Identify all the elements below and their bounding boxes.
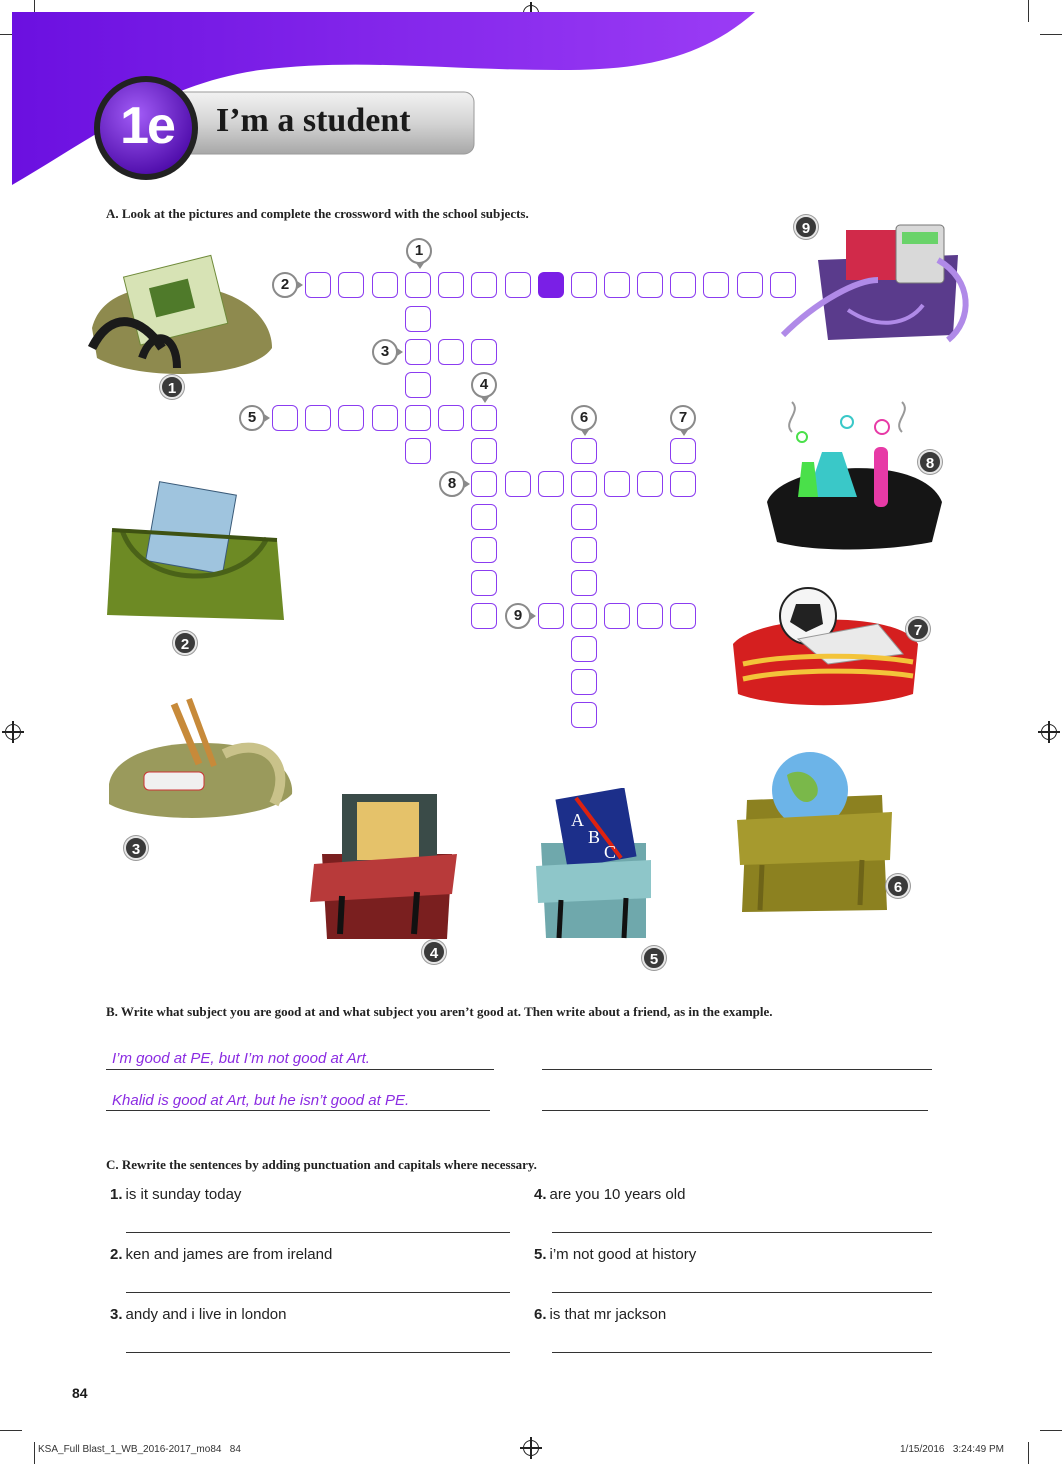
item-number: 6.	[534, 1306, 547, 1323]
bag-with-flasks-icon	[762, 392, 947, 552]
registration-mark-icon	[1041, 724, 1057, 740]
bag-with-football-icon	[728, 584, 923, 714]
answer-line	[106, 1110, 490, 1111]
registration-mark-icon	[523, 1440, 539, 1456]
answer-line[interactable]	[552, 1232, 932, 1233]
crossword-cell[interactable]	[471, 272, 497, 298]
bag-with-calculator-icon	[778, 220, 978, 355]
answer-line[interactable]	[542, 1069, 932, 1070]
item-text: is it sunday today	[125, 1186, 242, 1203]
crossword-cell[interactable]	[438, 272, 464, 298]
bag-with-abc-book-icon	[526, 788, 661, 948]
exercise-item	[110, 1306, 286, 1323]
crossword-cell[interactable]	[571, 702, 597, 728]
picture-number: 7	[906, 617, 930, 641]
item-number: 4.	[534, 1186, 547, 1203]
exercise-item	[110, 1186, 241, 1203]
picture-number: 9	[794, 215, 818, 239]
answer-line	[106, 1069, 494, 1070]
crossword-cell[interactable]	[305, 272, 331, 298]
clue-number: 8	[439, 471, 465, 497]
crossword-cell[interactable]	[405, 438, 431, 464]
item-text: andy and i live in london	[125, 1306, 287, 1323]
section-b-instruction: B. Write what subject you are good at and what subject you aren’t good at. Then write about a friend, as in the example.	[106, 1004, 773, 1019]
item-number: 3.	[110, 1306, 123, 1323]
crossword-cell[interactable]	[538, 603, 564, 629]
crossword-cell[interactable]	[571, 471, 597, 497]
clue-number: 5	[239, 405, 265, 431]
registration-mark-icon	[5, 724, 21, 740]
bag-with-book-icon	[82, 248, 277, 383]
clue-number: 6	[571, 405, 597, 431]
crossword-cell[interactable]	[670, 438, 696, 464]
clue-number: 9	[505, 603, 531, 629]
crossword-cell[interactable]	[571, 570, 597, 596]
crossword-cell[interactable]	[637, 471, 663, 497]
answer-line[interactable]	[552, 1292, 932, 1293]
svg-text:C: C	[604, 842, 617, 862]
clue-number: 3	[372, 339, 398, 365]
crossword-cell[interactable]	[571, 438, 597, 464]
example-sentence: Khalid is good at Art, but he isn’t good at PE.	[112, 1092, 410, 1109]
answer-line[interactable]	[542, 1110, 928, 1111]
exercise-item	[534, 1186, 685, 1203]
crossword-cell[interactable]	[338, 272, 364, 298]
crossword-cell[interactable]	[372, 272, 398, 298]
svg-text:B: B	[588, 827, 601, 847]
crossword-cell[interactable]	[737, 272, 763, 298]
crossword-cell[interactable]	[471, 405, 497, 431]
crossword-cell[interactable]	[571, 504, 597, 530]
clue-number: 1	[406, 238, 432, 264]
exercise-item	[534, 1246, 696, 1263]
svg-text:A: A	[571, 810, 584, 830]
picture-number: 8	[918, 450, 942, 474]
crossword-cell[interactable]	[438, 339, 464, 365]
exercise-item	[534, 1306, 666, 1323]
crossword-cell[interactable]	[438, 405, 464, 431]
clue-number: 2	[272, 272, 298, 298]
crossword-cell[interactable]	[471, 537, 497, 563]
bag-with-book-icon	[102, 480, 287, 630]
section-c-instruction: C. Rewrite the sentences by adding punctuation and capitals where necessary.	[106, 1157, 537, 1172]
lesson-badge: 1e	[120, 97, 174, 155]
picture-number: 5	[642, 946, 666, 970]
clue-number: 4	[471, 372, 497, 398]
crossword-cell[interactable]	[604, 471, 630, 497]
bag-with-paints-icon	[104, 694, 299, 829]
crossword-cell[interactable]	[405, 372, 431, 398]
bag-with-book-icon	[302, 784, 467, 944]
crossword-cell[interactable]	[405, 339, 431, 365]
page-number: 84	[72, 1385, 88, 1401]
crossword-cell[interactable]	[637, 272, 663, 298]
crossword-cell[interactable]	[471, 471, 497, 497]
crop-mark	[1028, 1442, 1029, 1464]
crossword-cell[interactable]	[372, 405, 398, 431]
crossword-cell[interactable]	[670, 272, 696, 298]
item-number: 5.	[534, 1246, 547, 1263]
picture-number: 4	[422, 940, 446, 964]
crossword-cell[interactable]	[471, 504, 497, 530]
crossword-cell[interactable]	[505, 272, 531, 298]
picture-number: 1	[160, 375, 184, 399]
print-timestamp: 1/15/2016 3:24:49 PM	[900, 1444, 1004, 1455]
crossword-cell-space	[538, 272, 564, 298]
crop-mark	[1040, 1430, 1062, 1431]
crossword-cell[interactable]	[571, 537, 597, 563]
crossword-cell[interactable]	[637, 603, 663, 629]
crossword-cell[interactable]	[405, 405, 431, 431]
answer-line[interactable]	[552, 1352, 932, 1353]
crossword-cell[interactable]	[571, 272, 597, 298]
exercise-item	[110, 1246, 332, 1263]
crossword-cell[interactable]	[703, 272, 729, 298]
item-text: is that mr jackson	[549, 1306, 667, 1323]
bag-with-globe-icon	[732, 740, 897, 920]
item-text: i’m not good at history	[549, 1246, 697, 1263]
crossword-cell[interactable]	[571, 603, 597, 629]
item-number: 1.	[110, 1186, 123, 1203]
item-number: 2.	[110, 1246, 123, 1263]
crossword-cell[interactable]	[405, 272, 431, 298]
crossword-cell[interactable]	[338, 405, 364, 431]
answer-line[interactable]	[126, 1292, 510, 1293]
clue-number: 7	[670, 405, 696, 431]
crossword-cell[interactable]	[471, 603, 497, 629]
page-title: I’m a student	[216, 102, 411, 139]
crossword-cell[interactable]	[305, 405, 331, 431]
example-sentence: I’m good at PE, but I’m not good at Art.	[112, 1050, 370, 1067]
crossword-cell[interactable]	[471, 438, 497, 464]
crossword-cell[interactable]	[505, 471, 531, 497]
crossword-cell[interactable]	[471, 570, 497, 596]
item-text: ken and james are from ireland	[125, 1246, 333, 1263]
crossword-cell[interactable]	[604, 603, 630, 629]
picture-number: 2	[173, 631, 197, 655]
answer-line[interactable]	[126, 1232, 510, 1233]
file-info: KSA_Full Blast_1_WB_2016-2017_mo84 84	[38, 1444, 241, 1455]
crop-mark	[34, 1442, 35, 1464]
crossword-cell[interactable]	[604, 272, 630, 298]
answer-line[interactable]	[126, 1352, 510, 1353]
crossword-cell[interactable]	[405, 306, 431, 332]
picture-number: 3	[124, 836, 148, 860]
section-a-instruction: A. Look at the pictures and complete the crossword with the school subjects.	[106, 206, 529, 221]
crossword-cell[interactable]	[538, 471, 564, 497]
item-text: are you 10 years old	[549, 1186, 686, 1203]
crop-mark	[0, 1430, 22, 1431]
crossword-cell[interactable]	[670, 471, 696, 497]
crossword-cell[interactable]	[670, 603, 696, 629]
picture-number: 6	[886, 874, 910, 898]
crossword-cell[interactable]	[571, 669, 597, 695]
crossword-cell[interactable]	[272, 405, 298, 431]
crossword-cell[interactable]	[471, 339, 497, 365]
crossword-cell[interactable]	[571, 636, 597, 662]
